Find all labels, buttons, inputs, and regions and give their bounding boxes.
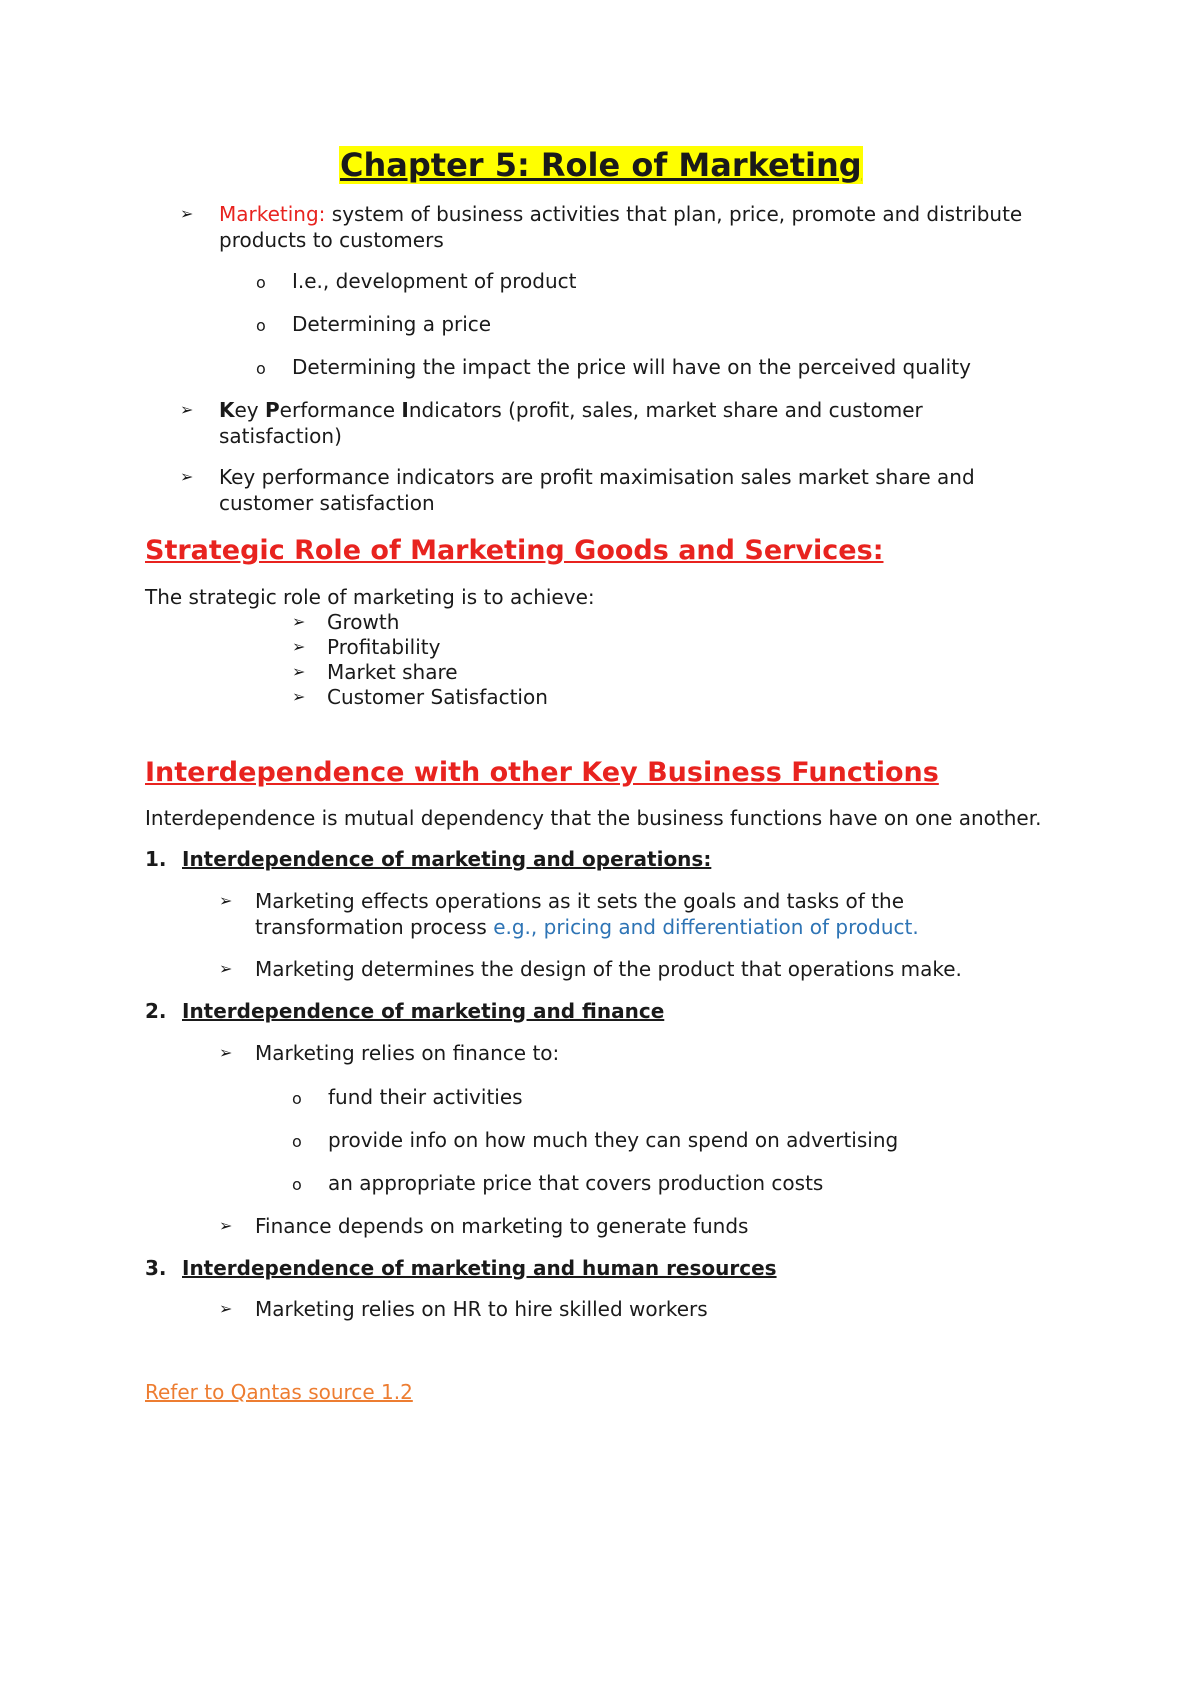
section-heading-interdependence: Interdependence with other Key Business Functions	[145, 757, 939, 788]
section-number: 1.	[145, 847, 167, 871]
kpi-letter-i: I	[401, 398, 409, 422]
page-title	[339, 145, 863, 185]
list-item: Profitability	[327, 635, 441, 659]
arrow-bullet-icon: ➢	[219, 959, 233, 978]
list-item: Growth	[327, 610, 400, 634]
kpi-letter-k: K	[219, 398, 235, 422]
list-item: fund their activities	[328, 1085, 523, 1109]
operations-point: Marketing determines the design of the product that operations make.	[255, 957, 962, 981]
kpi-text: erformance	[279, 398, 402, 422]
kpi-definition-line2: satisfaction)	[219, 424, 342, 448]
strategic-intro: The strategic role of marketing is to achieve:	[145, 585, 595, 609]
marketing-definition	[219, 201, 1022, 227]
subsection-title-finance: Interdependence of marketing and finance	[182, 999, 665, 1023]
arrow-bullet-icon: ➢	[180, 204, 194, 223]
operations-point-text: transformation process	[255, 915, 494, 939]
marketing-definition-text: system of business activities that plan, price, promote and distribute	[325, 202, 1023, 226]
list-item: Determining the impact the price will have on the perceived quality	[292, 355, 971, 379]
arrow-bullet-icon: ➢	[292, 687, 306, 706]
list-item: Market share	[327, 660, 458, 684]
arrow-bullet-icon: ➢	[292, 637, 306, 656]
kpi-definition	[219, 397, 923, 423]
circle-bullet-icon: o	[292, 1089, 302, 1108]
list-item: an appropriate price that covers production costs	[328, 1171, 824, 1195]
operations-point-line2	[255, 914, 919, 940]
kpi-list: Key performance indicators are profit maximisation sales market share and	[219, 465, 975, 489]
kpi-text: ey	[234, 398, 265, 422]
hr-point: Marketing relies on HR to hire skilled workers	[255, 1297, 708, 1321]
title-text: Chapter 5: Role of Marketing	[340, 146, 862, 184]
section-number: 3.	[145, 1256, 167, 1280]
list-item: Determining a price	[292, 312, 492, 336]
finance-point: Finance depends on marketing to generate funds	[255, 1214, 749, 1238]
operations-point: Marketing effects operations as it sets the goals and tasks of the	[255, 889, 904, 913]
arrow-bullet-icon: ➢	[292, 662, 306, 681]
section-heading-strategic: Strategic Role of Marketing Goods and Services:	[145, 535, 884, 566]
arrow-bullet-icon: ➢	[292, 612, 306, 631]
list-item: provide info on how much they can spend on advertising	[328, 1128, 899, 1152]
arrow-bullet-icon: ➢	[219, 1216, 233, 1235]
section-number: 2.	[145, 999, 167, 1023]
circle-bullet-icon: o	[292, 1175, 302, 1194]
circle-bullet-icon: o	[256, 273, 266, 292]
operations-example: e.g., pricing and differentiation of product.	[493, 915, 919, 939]
arrow-bullet-icon: ➢	[180, 467, 194, 486]
arrow-bullet-icon: ➢	[219, 1299, 233, 1318]
list-item: Customer Satisfaction	[327, 685, 548, 709]
finance-point: Marketing relies on finance to:	[255, 1041, 560, 1065]
kpi-list-line2: customer satisfaction	[219, 491, 435, 515]
circle-bullet-icon: o	[256, 359, 266, 378]
arrow-bullet-icon: ➢	[219, 1043, 233, 1062]
marketing-definition-line2: products to customers	[219, 228, 444, 252]
marketing-term: Marketing:	[219, 202, 326, 226]
interdependence-definition: Interdependence is mutual dependency that the business functions have on one another.	[145, 806, 1042, 830]
subsection-title-hr: Interdependence of marketing and human resources	[182, 1256, 777, 1280]
circle-bullet-icon: o	[292, 1132, 302, 1151]
kpi-letter-p: P	[265, 398, 280, 422]
circle-bullet-icon: o	[256, 316, 266, 335]
list-item: I.e., development of product	[292, 269, 577, 293]
arrow-bullet-icon: ➢	[180, 400, 194, 419]
subsection-title-operations: Interdependence of marketing and operations:	[182, 847, 712, 871]
qantas-source-link[interactable]: Refer to Qantas source 1.2	[145, 1380, 413, 1404]
arrow-bullet-icon: ➢	[219, 891, 233, 910]
kpi-text: ndicators (profit, sales, market share and customer	[408, 398, 923, 422]
